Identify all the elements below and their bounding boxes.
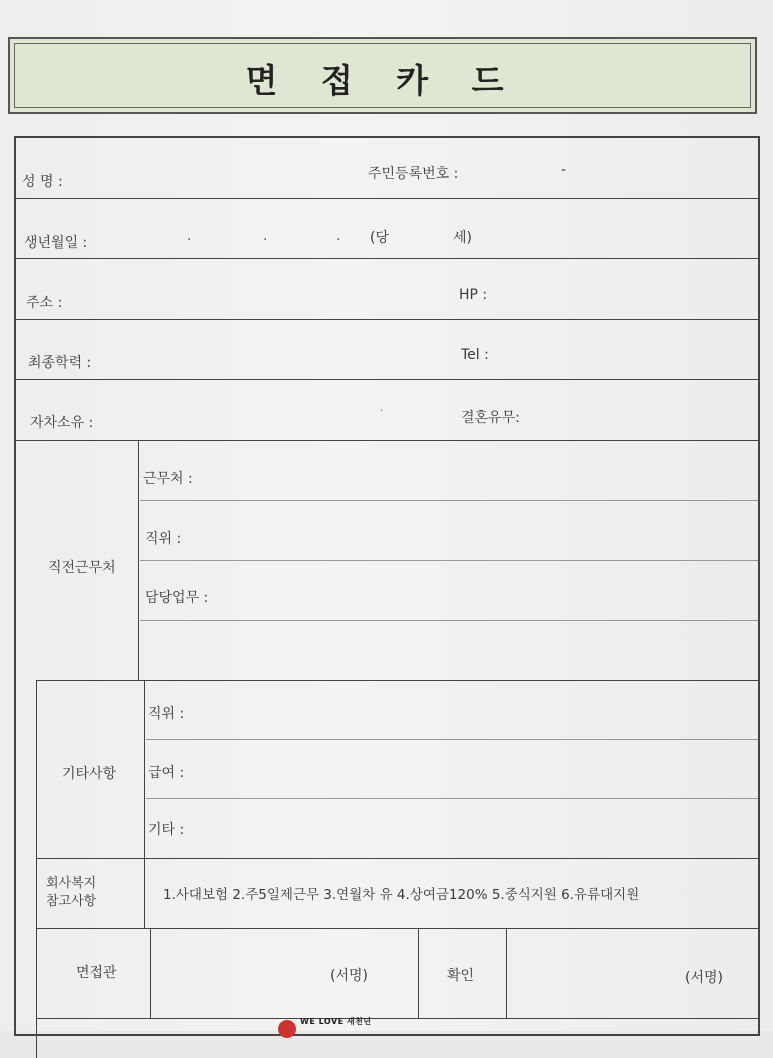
duty-label: 담당업무 : <box>145 590 209 606</box>
section-left-border <box>36 680 37 1058</box>
tel-label: Tel : <box>461 347 489 363</box>
marriage-label: 결혼유무: <box>461 410 520 426</box>
education-label: 최종학력 : <box>28 355 92 371</box>
age-close-label: 세) <box>453 230 472 246</box>
benefits-label-line1: 회사복지 <box>46 876 97 891</box>
section-divider <box>36 1018 758 1019</box>
previous-position-label: 직위 : <box>145 531 182 547</box>
hp-label: HP : <box>459 287 488 303</box>
benefits-label-line2: 참고사항 <box>46 894 97 909</box>
sub-row-divider <box>146 739 758 740</box>
section-divider <box>36 928 758 929</box>
birth-date-separator: . <box>187 228 192 244</box>
sub-row-divider <box>140 620 758 621</box>
sub-row-divider <box>140 500 758 501</box>
row-divider <box>16 319 758 320</box>
age-open-label: (당 <box>370 230 389 246</box>
row-divider <box>16 258 758 259</box>
section-divider <box>138 440 139 680</box>
car-ownership-label: 자차소유 : <box>30 415 94 431</box>
page-title: 면 접 카 드 <box>245 61 520 100</box>
section-divider <box>144 680 145 858</box>
interviewer-signature-label: (서명) <box>330 968 368 984</box>
section-divider <box>144 858 145 928</box>
sign-divider <box>506 928 507 1018</box>
previous-job-section-label: 직전근무처 <box>48 560 116 576</box>
birth-date-label: 생년월일 : <box>24 235 88 251</box>
title-box <box>8 37 757 114</box>
workplace-label: 근무처 : <box>143 471 193 487</box>
birth-date-separator: . <box>263 228 268 244</box>
id-number-dash: - <box>561 162 567 178</box>
id-number-label: 주민등록번호 : <box>368 166 459 182</box>
confirm-signature-label: (서명) <box>685 970 723 986</box>
row-divider <box>16 440 758 441</box>
sign-divider <box>418 928 419 1018</box>
etc-label: 기타 : <box>148 822 185 838</box>
salary-label: 급여 : <box>148 765 185 781</box>
row-divider <box>16 198 758 199</box>
sign-divider <box>150 928 151 1018</box>
benefits-text: 1.사대보험 2.주5일제근무 3.연월차 유 4.상여금120% 5.중식지원 6.유류대지원 <box>163 887 640 903</box>
car-ownership-mark: . <box>380 403 384 414</box>
confirm-label: 확인 <box>447 968 475 984</box>
address-label: 주소 : <box>26 295 63 311</box>
heart-logo-icon <box>278 1020 296 1038</box>
sub-row-divider <box>146 798 758 799</box>
birth-date-separator: . <box>336 228 341 244</box>
name-label: 성 명 : <box>22 174 63 190</box>
sub-row-divider <box>140 560 758 561</box>
others-section-label: 기타사항 <box>62 766 117 782</box>
footer-stamp: WE LOVE 새천년 <box>300 1017 372 1026</box>
interviewer-label: 면접관 <box>76 965 117 981</box>
row-divider <box>16 379 758 380</box>
others-position-label: 직위 : <box>148 706 185 722</box>
